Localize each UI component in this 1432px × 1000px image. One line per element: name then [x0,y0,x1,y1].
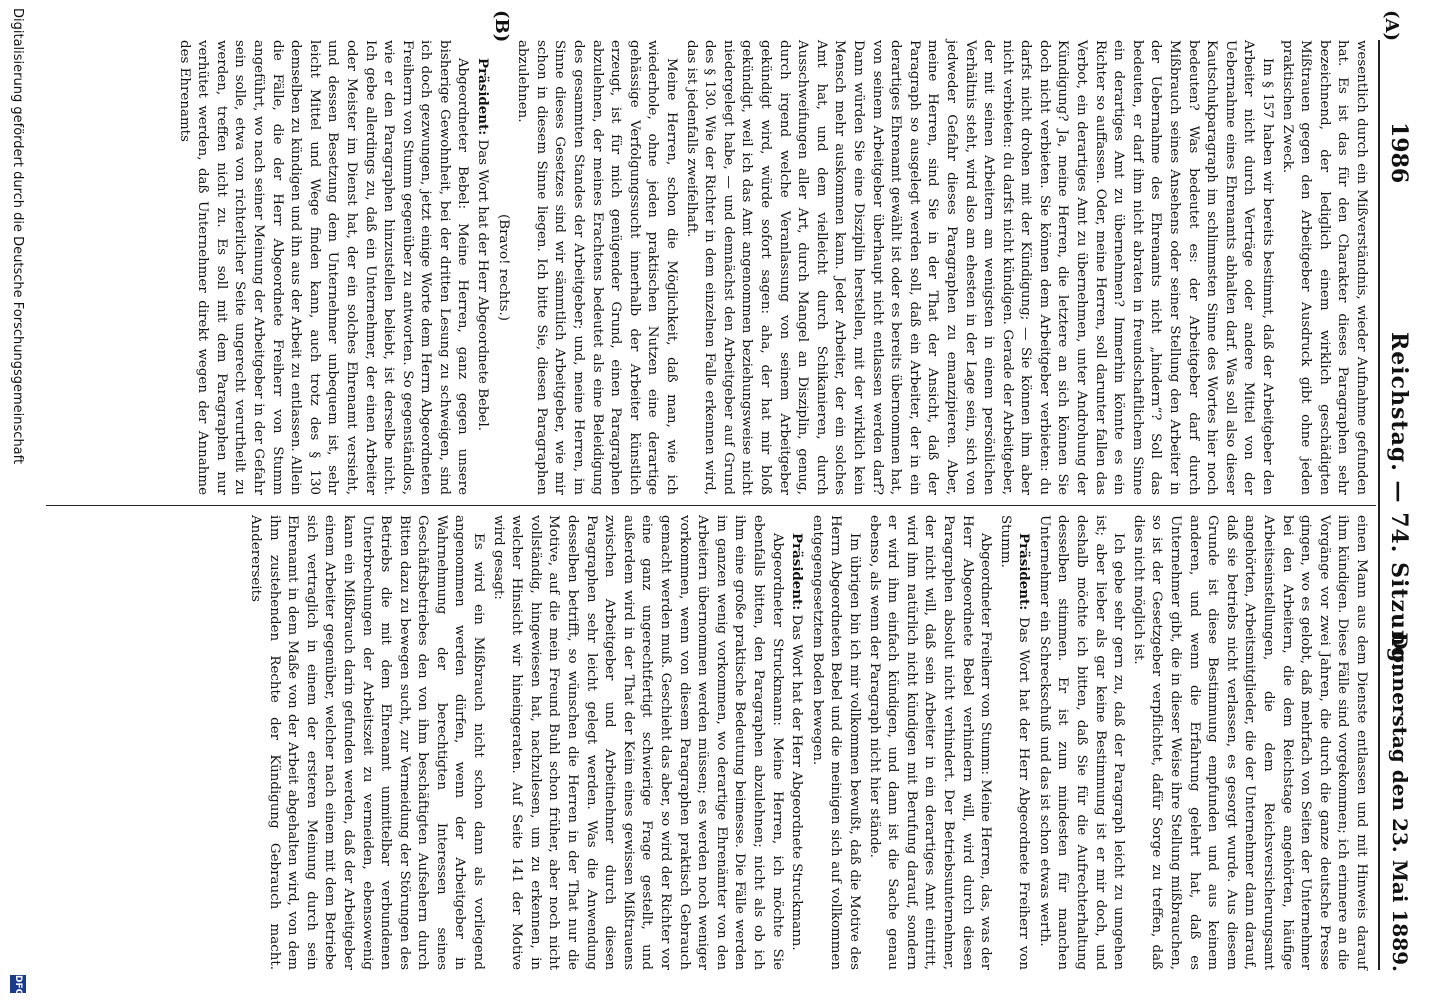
header-rule [1378,40,1380,970]
dfg-logo: DFG [10,975,26,993]
column-divider [46,505,1376,506]
paragraph: Abgeordneter Freiherr von Stumm: Meine Herren, das, was der Herr Abgeordnete Bebel verhindern will, wird durch diesen Paragraphen absolut nicht verhindert. Der Betriebsunternehmer, der nicht will, daß sein Arbeiter in ein derartiges Amt eintritt, wird ihm natürlich nicht kündigen mit Berufung darauf, sondern er wird ihm einfach kündigen, und dann ist die Sache genau ebenso, als wenn der Paragraph nicht hier stände. [866,515,994,970]
speaker-text: Das Wort hat der Herr Abgeordnete Freiherr von Stumm. [997,515,1032,970]
quoted-paragraph: Es wird ein Mißbrauch nicht schon dann als vorliegend angenommen werden dürfen, wenn der Arbeitgeber in Wahrnehmung der berechtigten Interessen seines Geschäftsbetriebes den von ihm beschäftigten Aufsehern durch Bitten dazu zu bewegen sucht, zur Vermeidung der Störungen des Betriebs die mit dem Ehrenamt unmittelbar verbundenen Unterbrechungen der Arbeitszeit zu vermeiden, ebensowenig kann ein Mißbrauch darin gefunden werden, daß der Arbeitgeber einem Arbeiter gegenüber, welcher nach einem mit dem Betriebe sich vertraglich in einem der ersteren Meinung durch sein Ehrenamt in dem Maße von der Arbeit abgehalten wird, von dem ihm zustehenden Rechte der Kündigung Gebrauch macht. Andererseits [247,515,487,970]
paragraph: Im übrigen bin ich mir vollkommen bewußt, daß die Motive des Herrn Abgeordneten Bebel und die meinigen sich auf vollkommen entgegengesetztem Boden bewegen. [809,515,862,970]
paragraph: Meine Herren, schon die Möglichkeit, daß man, wie ich wiederhole, ohne jeden praktischen Nutzen eine derartige gehässige Verfolgungssucht innerhalb der Arbeiter künstlich erzeugt, ist für mich genügender Grund, einen Paragraphen abzulehnen, der meines Erachtens bedeutet als eine Beleidigung des gesammten Standes der Arbeitgeber; und, meine Herren, im Sinne dieses Gesetzes sind wir sämmtlich Arbeitgeber, wie mir schon in diesem Sinne liegen. Ich bitte Sie, diesen Paragraphen abzulehnen. [515,40,680,495]
speaker-text: Das Wort hat der Herr Abgeordnete Bebel. [475,139,491,431]
speaker-label: Präsident: [789,533,806,611]
speaker-label: Präsident: [1016,533,1033,611]
left-column [173,40,1370,495]
funding-note: Digitalisierung gefördert durch die Deutsche Forschungsgemeinschaft [10,8,25,465]
margin-marker-a: (A) [1381,10,1402,41]
speaker-paragraph [787,515,807,970]
speaker-text: Das Wort hat der Herr Abgeordnete Struckmann. [789,614,805,951]
paragraph: Abgeordneter Bebel: Meine Herren, ganz gegen unsere bisherige Gewohnheit, bei der dritten Lesung zu schweigen, sind ich doch gezwungen, jetzt einige Worte dem Herrn Abgeordneten Freiherrn von Stumm gegenüber zu antworten. So gegenständlos, wie er den Paragraphen hinzustellen beliebt, ist derselbe nicht. Ich gebe allerdings zu, daß ein Unternehmer, der einen Arbeiter oder Meister im Dienst hat, der ein solches Ehrenamt versieht, und dessen Besetzung dem Unternehmer unbequem ist, sehr leicht Mittel und Wege finden kann, auch trotz des § 130 demselben zu kündigen und ihn aus der Arbeit zu entlassen. Allein die Fälle, die der Herr Abgeordnete Freiherr von Stumm angeführt, wo nach seiner Meinung der Arbeitgeber in der Gefahr sein solle, etwa von richterlicher Seite ungerecht verurtheilt zu werden, treffen nicht zu. Es soll mit dem Paragraphen nur verhütet werden, daß Unternehmer direkt wegen der Annahme des Ehrenamts [176,40,471,495]
right-column [244,515,1370,970]
page-header [1384,82,1412,972]
page-number: 1986 [1386,122,1412,184]
paragraph: wesentlich durch ein Mißverständnis, wieder Aufnahme gefunden hat. Es ist das für den Charakter dieses Paragraphen sehr bezeichnend, der lediglich einem wirklich geschädigten Mißtrauen gegen den Arbeitgeber Ausdruck gibt ohne jeden praktischen Zweck. [1279,40,1369,495]
speaker-paragraph [473,40,493,495]
paragraph: Ich gebe sehr gern zu, daß der Paragraph leicht zu umgehen ist; aber lieber als gar keine Bestimmung ist er mir doch, und deshalb möchte ich bitten, daß Sie für die Aufrechterhaltung desselben stimmen. Er ist zum mindesten für manchen Unternehmer ein Schreckschuß und das ist schon etwas werth. [1036,515,1127,970]
page-title: Reichstag. — 74. Sitzung. [1386,332,1412,673]
margin-marker-b: (B) [491,10,512,43]
paragraph: einen Mann aus dem Dienste entlassen und mit Hinweis darauf ihm kündigen. Diese Fälle sind vorgekommen; ich erinnere an die Vorgänge vor zwei Jahren, die durch die ganze deutsche Presse gingen, wo es gelobt, daß mehrfach von Seiten der Unternehmer bei den Arbeitern, die dem Reichstage angehörten, häufige Arbeitseinstellungen, die dem Reichsversicherungsamt angehörten, Arbeitsmitglieder, die der Unternehmer dann darauf, daß sie betriebs nicht verlassen, es gesorgt wurde. Aus diesem Grunde ist diese Bestimmung empfunden und aus keinem anderen, und wenn die Erfahrung gelehrt hat, daß es Unternehmer gibt, die in dieser Weise ihre Stellung mißbrauchen, so ist der Gesetzgeber verpflichtet, dafür Sorge zu treffen, daß dies nicht möglich ist. [1130,515,1369,970]
applause-note: (Bravo! rechts.) [495,214,511,321]
digitization-footer [7,0,27,1000]
paragraph: Im § 157 haben wir bereits bestimmt, daß der Arbeitgeber den Arbeiter nicht durch Verträge oder andere Mittel von der Uebernahme eines Ehrenamts abhalten darf. Was soll also dieser Kautschukparagraph im schlimmsten Sinne des Wortes hier noch bedeuten? Was bedeutet es: der Arbeitgeber darf durch Mißbrauch seines Ansehens oder seiner Stellung den Arbeiter in der Uebernahme des Ehrenamts nicht „hindern“? Soll das bedeuten, er darf ihm nicht abraten in freundschaftlichem Sinne ein derartiges Amt zu übernehmen? Immerhin könnte es ein Richter so auffassen. Oder, meine Herren, soll darunter fallen das Verbot, ein derartiges Amt zu übernehmen, unter Androhung der Kündigung? Ja, meine Herren, die letztere an sich können Sie doch nicht verbieten. Sie können dem Arbeitgeber verbieten: du darfst nicht drohen mit der Kündigung; — Sie können ihm aber nicht verbieten: du darfst nicht kündigen. Gerade der Arbeitgeber, der mit seinen Arbeitern am wenigsten in einem persönlichen Verhältnis steht, wird also am ehesten in der Lage sein, sich von jedweder Gefahr dieses Paragraphen zu emanzipieren. Aber, meine Herren, sind Sie in der That der Ansicht, daß der Paragraph so ausgelegt werden soll, daß ein Arbeiter, der in ein derartiges Ehrenamt gewählt ist oder es bereits übernommen hat, von seinem Arbeitgeber überhaupt nicht entlassen werden darf? Dann würden Sie eine Disziplin herstellen, mit der wirklich kein Mensch mehr auskommen kann. Jeder Arbeiter, der ein solches Amt hat, und dem vielleicht durch Schikanieren, durch Ausschweifungen aller Art, durch Mangel an Disziplin, genug, durch irgend welche Veranlassung von seinem Arbeitgeber gekündigt wird, würde sofort sagen: aha, der hat mir bloß gekündigt, weil ich das Amt angenommen beziehungsweise nicht niedergelegt habe, — und demnächst den Arbeitgeber auf Grund des § 130. Wie der Richter in dem einzelnen Falle erkennen wird, das ist jedenfalls zweifelhaft. [683,40,1276,495]
session-date: Donnerstag den 23. Mai 1889. [1388,632,1412,972]
speaker-paragraph [995,515,1033,970]
speaker-label: Präsident: [475,58,492,136]
paragraph: Abgeordneter Struckmann: Meine Herren, ich möchte Sie ebenfalls bitten, den Paragraphen abzulehnen; nicht als ob ich ihm eine große praktische Bedeutung beimesse. Die Fälle werden im ganzen wenig vorkommen, wo derartige Ehrenämter von den Arbeitern übernommen werden müssen; es werden noch weniger vorkommen, wenn von diesem Paragraphen praktisch Gebrauch gemacht werden muß. Geschieht das aber, so wird der Richter vor eine ganz ungerechtfertigt schwierige Frage gestellt, und außerdem wird in der That der Keim eines gewissen Mißtrauens zwischen Arbeitgeber und Arbeitnehmer durch diesen Paragraphen sehr leicht gelegt werden. Was die Anwendung desselben betrifft, so wünschen die Herren in der That nur die Motive, auf die mein Freund Buhl schon früher, aber noch nicht vollständig, hingewiesen hat, nachzulesen, um zu erkennen, in welcher Hinsicht wir hineingeraten. Auf Seite 141 der Motive wird gesagt: [490,515,785,970]
